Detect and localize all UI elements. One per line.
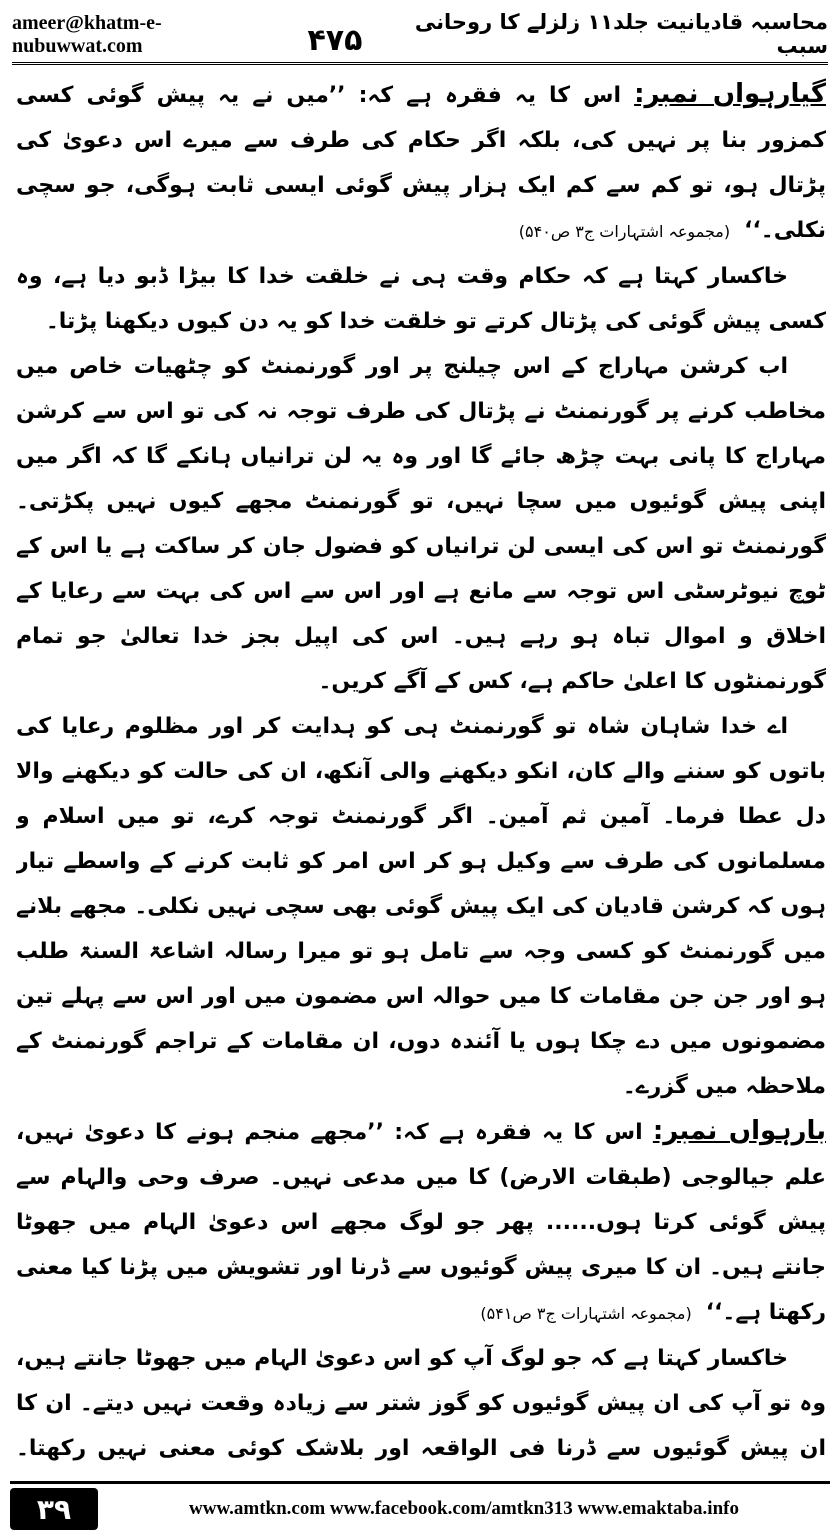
paragraph-5 xyxy=(16,1109,826,1336)
paragraph-2: خاکسار کہتا ہے کہ حکام وقت ہی نے خلقت خدا کا بیڑا ڈبو دیا ہے، وہ کسی پیش گوئی کی پڑتال کرتے تو خلقت خدا کو یہ دن کیوں دیکھنا پڑتا۔ xyxy=(16,264,826,334)
header-book-title: محاسبہ قادیانیت جلد۱۱ زلزلے کا روحانی سبب xyxy=(414,10,828,58)
paragraph-6: خاکسار کہتا ہے کہ جو لوگ آپ کو اس دعویٰ الہام میں جھوٹا جانتے ہیں، وہ تو آپ کی ان پیش گوئیوں کو گوز شتر سے زیادہ وقعت نہیں دیتے۔ ان کا ان پیش گوئیوں سے ڈرنا فی الواقعہ اور بلاشک کوئی معنی نہیں رکھتا۔ xyxy=(16,1346,826,1461)
header-page-number: ۴۷۵ xyxy=(307,23,363,58)
reference-2: (مجموعہ اشتہارات ج۳ ص۵۴۱) xyxy=(480,1304,692,1323)
section-heading-12: بارہواں نمبر: xyxy=(652,1116,826,1146)
page-header xyxy=(12,8,828,65)
header-email: ameer@khatm-e-nubuwwat.com xyxy=(12,12,162,57)
paragraph-5-text: اس کا یہ فقرہ ہے کہ: ’’مجھے منجم ہونے کا دعویٰ نہیں، علم جیالوجی (طبقات الارض) کا میں مدعی نہیں۔ صرف وحی والہام سے پیش گوئی کرتا ہوں...... پھر جو لوگ مجھے اس دعویٰ الہام میں جھوٹا جانتے ہیں۔ ان کا میری پیش گوئیوں سے ڈرنا اور تشویش میں پڑنا کیا معنی رکھتا ہے۔‘‘ xyxy=(16,1120,826,1325)
paragraph-1-text: اس کا یہ فقرہ ہے کہ: ’’میں نے یہ پیش گوئی کسی کمزور بنا پر نہیں کی، بلکہ اگر حکام کی طرف سے میرے اس دعویٰ کی پڑتال ہو، تو کم سے کم ایک ہزار پیش گوئی ایسی ثابت ہوگی، جو سچی نکلی۔‘‘ xyxy=(16,83,826,243)
paragraph-4: اے خدا شاہان شاہ تو گورنمنٹ ہی کو ہدایت کر اور مظلوم رعایا کی باتوں کو سننے والے کان، انکو دیکھنے والی آنکھ، ان کی حالت کو دیکھنے والا دل عطا فرما۔ آمین ثم آمین۔ اگر گورنمنٹ توجہ کرے، تو میں اسلام و مسلمانوں کی طرف سے وکیل ہو کر اس امر کو ثابت کرنے کے واسطے تیار ہوں کہ کرشن قادیان کی ایک پیش گوئی بھی سچی نہیں نکلی۔ مجھے بلانے میں گورنمنٹ کو کسی وجہ سے تامل ہو تو میرا رسالہ اشاعۃ السنۃ طلب ہو اور جن جن مقامات کا میں حوالہ اس مضمون میں اور اس سے پہلے تین مضمونوں میں دے چکا ہوں یا آئندہ دوں، ان مقامات کے تراجم گورنمنٹ کے ملاحظہ میں گزرے۔ xyxy=(16,714,826,1099)
reference-1: (مجموعہ اشتہارات ج۳ ص۵۴۰) xyxy=(518,222,731,241)
paragraph-3: اب کرشن مہاراج کے اس چیلنج پر اور گورنمنٹ کو چٹھیات خاص میں مخاطب کرنے پر گورنمنٹ نے پڑتال کی طرف توجہ نہ کی تو اس سے کرشن مہاراج کا پانی بہت چڑھ جائے گا اور وہ یہ لن ترانیاں ہانکے گا کہ اگر میں اپنی پیش گوئیوں میں سچا نہیں، تو گورنمنٹ مجھے کیوں نہیں پکڑتی۔ گورنمنٹ تو اس کی ایسی لن ترانیاں کو فضول جان کر ساکت ہے یا اس کے ٹوچ نیوٹرسٹی اس توجہ سے مانع ہے اور اس سے اس کی بہت سے رعایا کے اخلاق و اموال تباہ ہو رہے ہیں۔ اس کی اپیل بجز خدا تعالیٰ جو تمام گورنمنٹوں کا اعلیٰ حاکم ہے، کس کے آگے کریں۔ xyxy=(16,354,826,694)
page-footer xyxy=(10,1481,830,1534)
paragraph-1 xyxy=(16,72,826,254)
section-heading-11: گیارہواں نمبر: xyxy=(634,79,826,109)
page-body xyxy=(16,72,826,1470)
footer-links[interactable]: www.amtkn.com www.facebook.com/amtkn313 www.emaktaba.info xyxy=(189,1498,739,1519)
header-left xyxy=(12,12,362,58)
footer-page-number: ۳۹ xyxy=(10,1488,98,1530)
